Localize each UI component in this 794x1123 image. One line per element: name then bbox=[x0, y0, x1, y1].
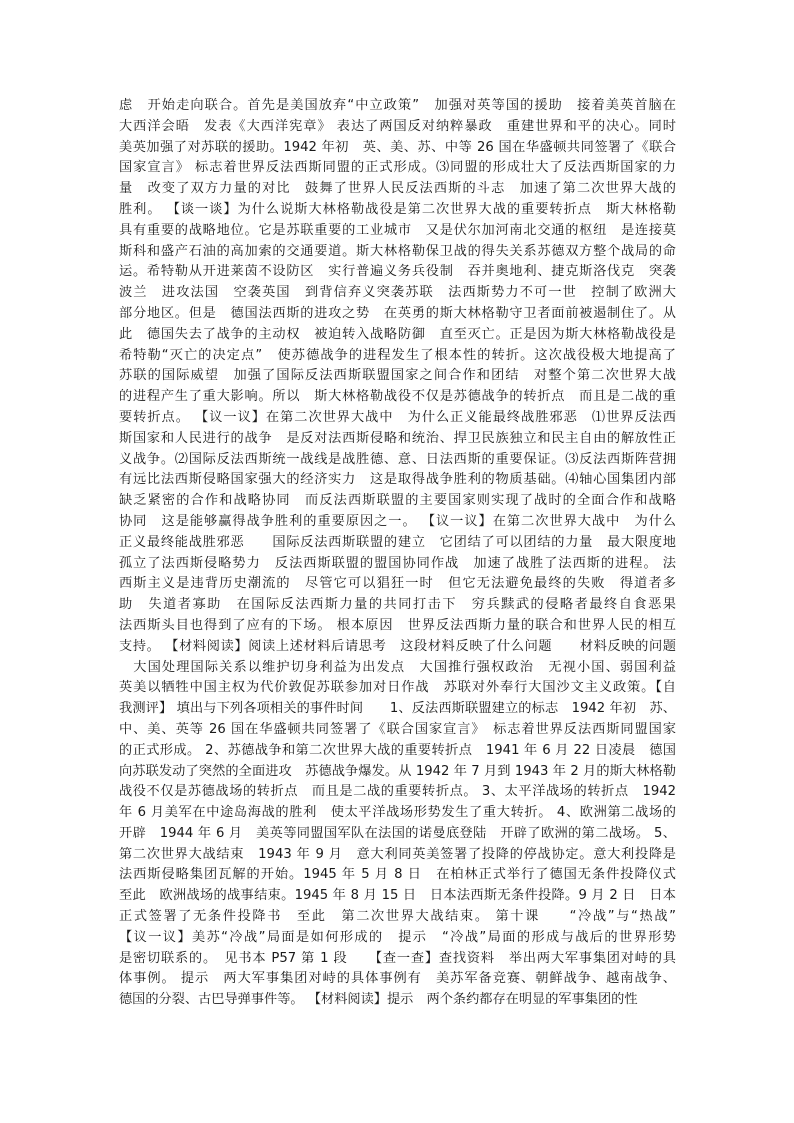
text-line: 协同 这是能够赢得战争胜利的重要原因之一。 【议一议】在第二次世界大战中 为什么 bbox=[119, 513, 676, 529]
body-text bbox=[119, 96, 676, 1011]
text-line: 中、美、英等 26 国在华盛顿共同签署了《联合国家宣言》 标志着世界反法西斯同盟国家 bbox=[119, 721, 676, 737]
text-line: 我测评】 填出与下列各项相关的事件时间 1、反法西斯联盟建立的标志 1942 年初 苏、 bbox=[119, 701, 676, 717]
text-line: 要转折点。 【议一议】在第二次世界大战中 为什么正义能最终战胜邪恶 ⑴世界反法西 bbox=[119, 409, 676, 425]
text-line: 支持。 【材料阅读】阅读上述材料后请思考 这段材料反映了什么问题 材料反映的问题 bbox=[119, 638, 676, 654]
text-line: 国家宣言》 标志着世界反法西斯同盟的正式形成。⑶同盟的形成壮大了反法西斯国家的力 bbox=[119, 160, 676, 176]
text-line: 具有重要的战略地位。它是苏联重要的工业城市 又是伏尔加河南北交通的枢纽 是连接莫 bbox=[119, 222, 676, 238]
text-line: 英美以牺牲中国主权为代价敦促苏联参加对日作战 苏联对外奉行大国沙文主义政策。【自 bbox=[119, 680, 676, 696]
text-line: 【议一议】美苏“冷战”局面是如何形成的 提示 “冷战”局面的形成与战后的世界形势 bbox=[119, 929, 676, 945]
text-line: 缺乏紧密的合作和战略协同 而反法西斯联盟的主要国家则实现了战时的全面合作和战略 bbox=[119, 493, 676, 509]
text-line: 向苏联发动了突然的全面进攻 苏德战争爆发。从 1942 年 7 月到 1943 年 2 月的斯大林格勒 bbox=[119, 763, 676, 779]
text-line: 有远比法西斯侵略国家强大的经济实力 这是取得战争胜利的物质基础。⑷轴心国集团内部 bbox=[119, 472, 676, 488]
text-line: 此 德国失去了战争的主动权 被迫转入战略防御 直至灭亡。正是因为斯大林格勒战役是 bbox=[119, 326, 676, 342]
text-line: 第二次世界大战结束 1943 年 9 月 意大利同英美签署了投降的停战协定。意大利投降是 bbox=[119, 846, 676, 862]
text-line: 虑 开始走向联合。首先是美国放弃“中立政策” 加强对英等国的援助 接着美英首脑在 bbox=[119, 98, 676, 113]
text-line: 的进程产生了重大影响。所以 斯大林格勒战役不仅是苏德战争的转折点 而且是二战的重 bbox=[119, 389, 676, 405]
text-line: 运。希特勒从开进莱茵不设防区 实行普遍义务兵役制 吞并奥地利、捷克斯洛伐克 突袭 bbox=[119, 264, 676, 280]
text-line: 法西斯头目也得到了应有的下场。 根本原因 世界反法西斯力量的联合和世界人民的相互 bbox=[119, 617, 676, 633]
text-line: 是密切联系的。 见书本 P57 第 1 段 【查一查】查找资料 举出两大军事集团对峙的具 bbox=[119, 950, 676, 966]
text-line: 战役不仅是苏德战场的转折点 而且是二战的重要转折点。 3、太平洋战场的转折点 1942 bbox=[119, 784, 676, 800]
text-line: 的正式形成。 2、苏德战争和第二次世界大战的重要转折点 1941 年 6 月 22 日凌晨 德国 bbox=[119, 742, 676, 758]
text-line: 美英加强了对苏联的援助。1942 年初 英、美、苏、中等 26 国在华盛顿共同签署了《联合 bbox=[119, 139, 676, 155]
text-line: 斯科和盛产石油的高加索的交通要道。斯大林格勒保卫战的得失关系苏德双方整个战局的命 bbox=[119, 243, 676, 259]
text-line: 大西洋会晤 发表《大西洋宪章》 表达了两国反对纳粹暴政 重建世界和平的决心。同时 bbox=[119, 118, 676, 134]
text-line: 正义最终能战胜邪恶 国际反法西斯联盟的建立 它团结了可以团结的力量 最大限度地 bbox=[119, 534, 676, 550]
text-line: 大国处理国际关系以维护切身利益为出发点 大国推行强权政治 无视小国、弱国利益 bbox=[119, 659, 676, 675]
text-line: 德国的分裂、古巴导弹事件等。 【材料阅读】提示 两个条约都存在明显的军事集团的性 bbox=[119, 992, 638, 1008]
text-line: 量 改变了双方力量的对比 鼓舞了世界人民反法西斯的斗志 加速了第二次世界大战的 bbox=[119, 181, 676, 197]
text-line: 年 6 月美军在中途岛海战的胜利 使太平洋战场形势发生了重大转折。 4、欧洲第二战场的 bbox=[119, 805, 676, 821]
text-line: 斯国家和人民进行的战争 是反对法西斯侵略和统治、捍卫民族独立和民主自由的解放性正 bbox=[119, 430, 676, 446]
text-line: 开辟 1944 年 6 月 美英等同盟国军队在法国的诺曼底登陆 开辟了欧洲的第二战场。 5、 bbox=[119, 825, 676, 841]
text-line: 苏联的国际威望 加强了国际反法西斯联盟国家之间合作和团结 对整个第二次世界大战 bbox=[119, 368, 676, 384]
text-line: 西斯主义是违背历史潮流的 尽管它可以猖狂一时 但它无法避免最终的失败 得道者多 bbox=[119, 576, 676, 592]
text-line: 孤立了法西斯侵略势力 反法西斯联盟的盟国协同作战 加速了战胜了法西斯的进程。 法 bbox=[119, 555, 676, 571]
text-line: 义战争。⑵国际反法西斯统一战线是战胜德、意、日法西斯的重要保证。⑶反法西斯阵营拥 bbox=[119, 451, 676, 467]
text-line: 胜利。 【谈一谈】为什么说斯大林格勒战役是第二次世界大战的重要转折点 斯大林格勒 bbox=[119, 201, 676, 217]
text-line: 体事例。 提示 两大军事集团对峙的具体事例有 美苏军备竞赛、朝鲜战争、越南战争、 bbox=[119, 971, 676, 987]
text-line: 法西斯侵略集团瓦解的开始。1945 年 5 月 8 日 在柏林正式举行了德国无条件投降仪式 bbox=[119, 867, 676, 883]
text-line: 部分地区。但是 德国法西斯的进攻之势 在英勇的斯大林格勒守卫者面前被遏制住了。从 bbox=[119, 305, 676, 321]
text-line: 正式签署了无条件投降书 至此 第二次世界大战结束。 第十课 “冷战”与“热战” bbox=[119, 909, 676, 925]
text-line: 助 失道者寡助 在国际反法西斯力量的共同打击下 穷兵黩武的侵略者最终自食恶果 bbox=[119, 597, 676, 613]
text-line: 至此 欧洲战场的战事结束。1945 年 8 月 15 日 日本法西斯无条件投降。9 月 2 日 日本 bbox=[119, 888, 676, 904]
text-line: 波兰 进攻法国 空袭英国 到背信弃义突袭苏联 法西斯势力不可一世 控制了欧洲大 bbox=[119, 285, 676, 301]
text-line: 希特勒“灭亡的决定点” 使苏德战争的进程发生了根本性的转折。这次战役极大地提高了 bbox=[119, 347, 676, 363]
